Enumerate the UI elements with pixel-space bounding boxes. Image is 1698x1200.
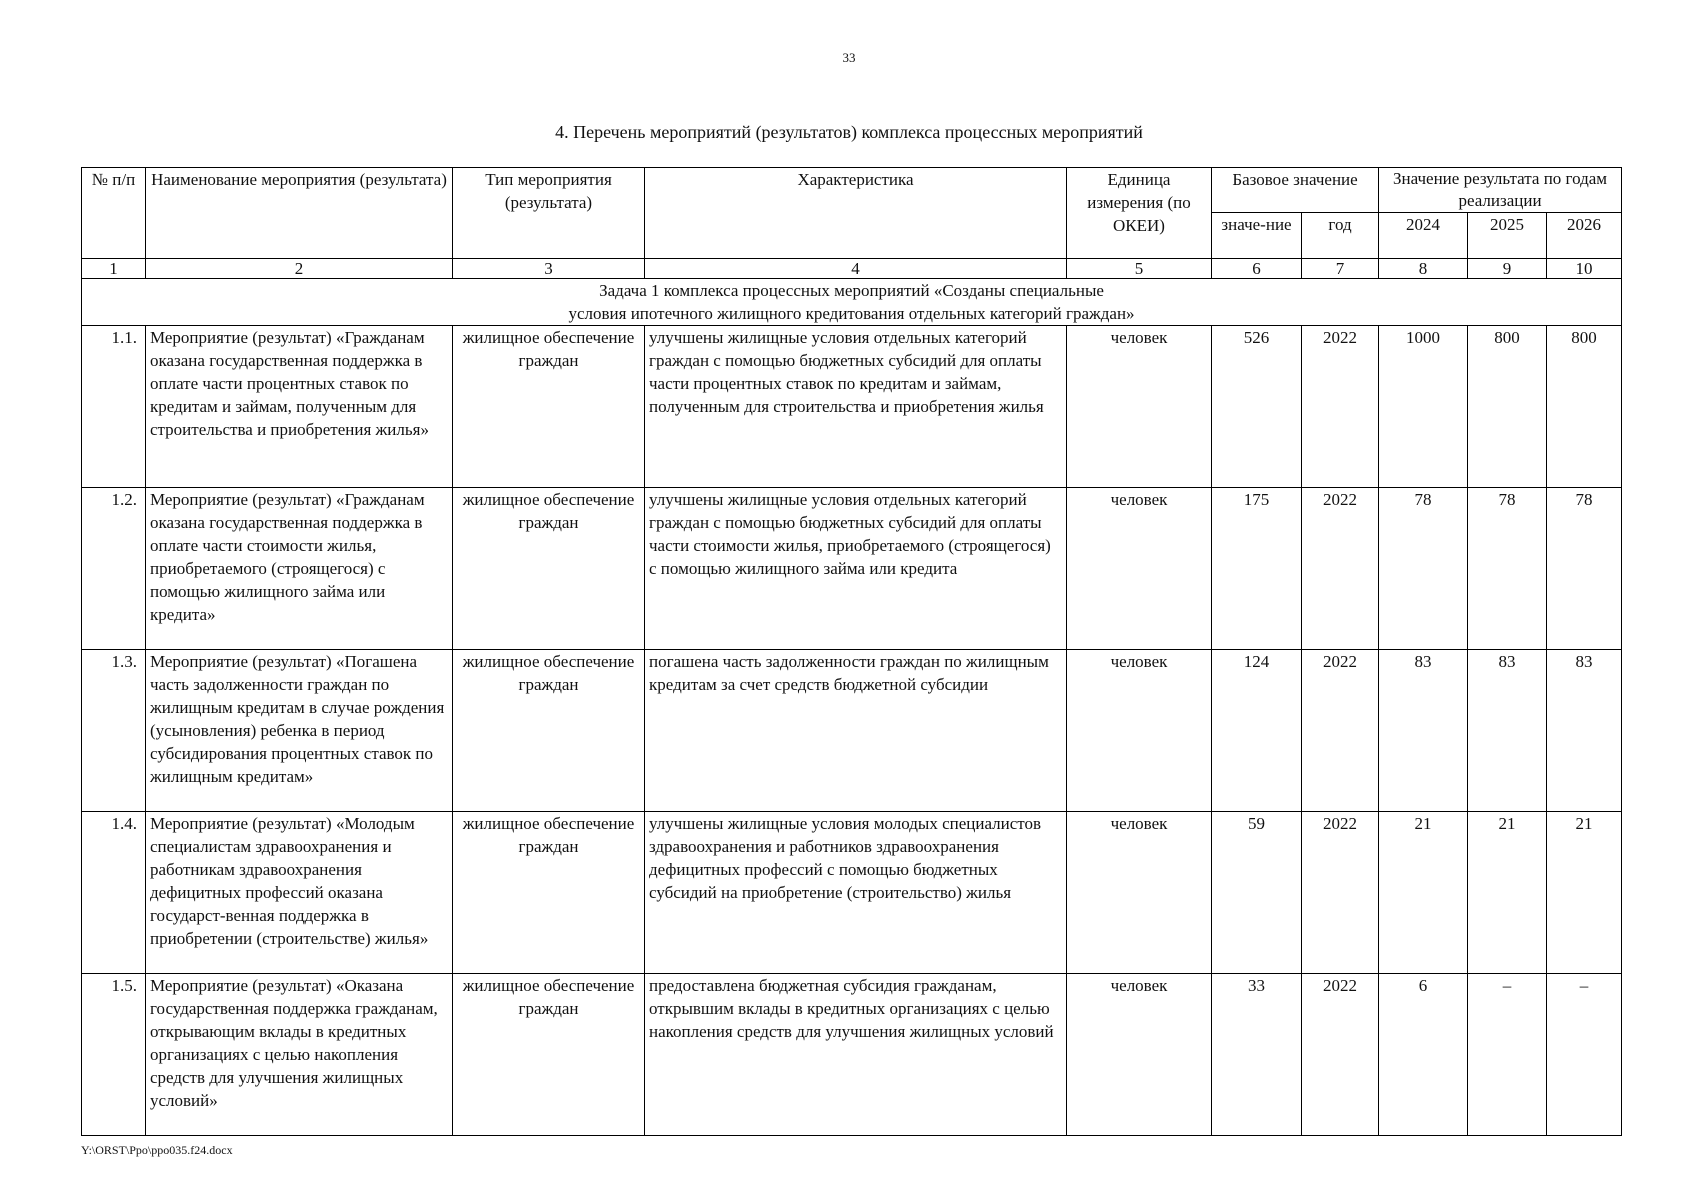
header-result: Значение результата по годам реализации (1379, 168, 1622, 213)
header-type: Тип мероприятия (результата) (453, 168, 645, 259)
activity-name: Мероприятие (результат) «Молодым специалистам здравоохранения и работникам здравоохранения дефицитных профессий оказана государст-венная поддержка в приобретении (строительстве) жилья» (146, 812, 453, 974)
header-base-year: год (1302, 213, 1379, 259)
column-number: 5 (1067, 259, 1212, 279)
activity-type: жилищное обеспечение граждан (453, 488, 645, 650)
activity-characteristic: улучшены жилищные условия отдельных категорий граждан с помощью бюджетных субсидий для оплаты части процентных ставок по кредитам и займам, полученным для строительства и приобретения жилья (645, 326, 1067, 488)
base-year-cell: 2022 (1302, 326, 1379, 488)
base-year-cell: 2022 (1302, 974, 1379, 1136)
activity-characteristic: погашена часть задолженности граждан по жилищным кредитам за счет средств бюджетной субсидии (645, 650, 1067, 812)
header-base: Базовое значение (1212, 168, 1379, 213)
activity-characteristic: улучшены жилищные условия отдельных категорий граждан с помощью бюджетных субсидий для оплаты части стоимости жилья, приобретаемого (строящегося) с помощью жилищного займа или кредита (645, 488, 1067, 650)
column-number: 3 (453, 259, 645, 279)
page-number: 33 (842, 50, 856, 65)
unit-cell: человек (1067, 326, 1212, 488)
value-2026-cell: 83 (1547, 650, 1622, 812)
row-number: 1.2. (82, 488, 146, 650)
table-row (82, 326, 1622, 488)
section-title: 4. Перечень мероприятий (результатов) комплекса процессных мероприятий (555, 122, 1143, 142)
base-value-cell: 526 (1212, 326, 1302, 488)
file-path-footer: Y:\ORST\Ppo\ppo035.f24.docx (81, 1143, 233, 1157)
activity-name: Мероприятие (результат) «Погашена часть задолженности граждан по жилищным кредитам в случае рождения (усыновления) ребенка в период субсидирования процентных ставок по жилищным кредитам» (146, 650, 453, 812)
unit-cell: человек (1067, 650, 1212, 812)
header-unit: Единица измерения (по ОКЕИ) (1067, 168, 1212, 259)
activity-name: Мероприятие (результат) «Оказана государственная поддержка гражданам, открывающим вклады в кредитных организациях с целью накопления средств для улучшения жилищных условий» (146, 974, 453, 1136)
base-value-cell: 175 (1212, 488, 1302, 650)
row-number: 1.4. (82, 812, 146, 974)
row-number: 1.1. (82, 326, 146, 488)
table-row (82, 488, 1622, 650)
column-number: 1 (82, 259, 146, 279)
value-2024-cell: 6 (1379, 974, 1468, 1136)
unit-cell: человек (1067, 488, 1212, 650)
column-number: 6 (1212, 259, 1302, 279)
activity-characteristic: улучшены жилищные условия молодых специалистов здравоохранения и работников здравоохранения дефицитных профессий с помощью бюджетных субсидий на приобретение (строительство) жилья (645, 812, 1067, 974)
value-2024-cell: 1000 (1379, 326, 1468, 488)
row-number: 1.3. (82, 650, 146, 812)
header-characteristic: Характеристика (645, 168, 1067, 259)
activity-type: жилищное обеспечение граждан (453, 974, 645, 1136)
row-number: 1.5. (82, 974, 146, 1136)
value-2026-cell: 800 (1547, 326, 1622, 488)
value-2026-cell: – (1547, 974, 1622, 1136)
base-value-cell: 59 (1212, 812, 1302, 974)
table-row (82, 650, 1622, 812)
activity-type: жилищное обеспечение граждан (453, 812, 645, 974)
activity-type: жилищное обеспечение граждан (453, 650, 645, 812)
value-2025-cell: – (1468, 974, 1547, 1136)
column-number: 2 (146, 259, 453, 279)
column-number: 9 (1468, 259, 1547, 279)
value-2025-cell: 21 (1468, 812, 1547, 974)
unit-cell: человек (1067, 812, 1212, 974)
activity-name: Мероприятие (результат) «Гражданам оказана государственная поддержка в оплате части стоимости жилья, приобретаемого (строящегося) с помощью жилищного займа или кредита» (146, 488, 453, 650)
task-heading-line-2: условия ипотечного жилищного кредитования отдельных категорий граждан» (568, 304, 1135, 323)
activity-name: Мероприятие (результат) «Гражданам оказана государственная поддержка в оплате части процентных ставок по кредитам и займам, полученным для строительства и приобретения жилья» (146, 326, 453, 488)
base-value-cell: 124 (1212, 650, 1302, 812)
table-row (82, 812, 1622, 974)
activities-table (81, 167, 1622, 1136)
base-year-cell: 2022 (1302, 650, 1379, 812)
base-year-cell: 2022 (1302, 488, 1379, 650)
activity-type: жилищное обеспечение граждан (453, 326, 645, 488)
value-2024-cell: 83 (1379, 650, 1468, 812)
value-2025-cell: 83 (1468, 650, 1547, 812)
value-2025-cell: 78 (1468, 488, 1547, 650)
value-2026-cell: 78 (1547, 488, 1622, 650)
header-row-1 (82, 168, 1622, 213)
header-2025: 2025 (1468, 213, 1547, 259)
header-name: Наименование мероприятия (результата) (146, 168, 453, 259)
header-2026: 2026 (1547, 213, 1622, 259)
task-heading (82, 279, 1622, 326)
column-number-row (82, 259, 1622, 279)
column-number: 10 (1547, 259, 1622, 279)
value-2024-cell: 21 (1379, 812, 1468, 974)
table-row (82, 974, 1622, 1136)
header-2024: 2024 (1379, 213, 1468, 259)
column-number: 4 (645, 259, 1067, 279)
column-number: 7 (1302, 259, 1379, 279)
task-heading-line-1: Задача 1 комплекса процессных мероприятий «Созданы специальные (599, 281, 1104, 300)
header-num: № п/п (82, 168, 146, 259)
value-2025-cell: 800 (1468, 326, 1547, 488)
header-base-value: значе-ние (1212, 213, 1302, 259)
task-row (82, 279, 1622, 326)
value-2024-cell: 78 (1379, 488, 1468, 650)
base-value-cell: 33 (1212, 974, 1302, 1136)
activity-characteristic: предоставлена бюджетная субсидия гражданам, открывшим вклады в кредитных организациях с целью накопления средств для улучшения жилищных условий (645, 974, 1067, 1136)
value-2026-cell: 21 (1547, 812, 1622, 974)
unit-cell: человек (1067, 974, 1212, 1136)
base-year-cell: 2022 (1302, 812, 1379, 974)
column-number: 8 (1379, 259, 1468, 279)
